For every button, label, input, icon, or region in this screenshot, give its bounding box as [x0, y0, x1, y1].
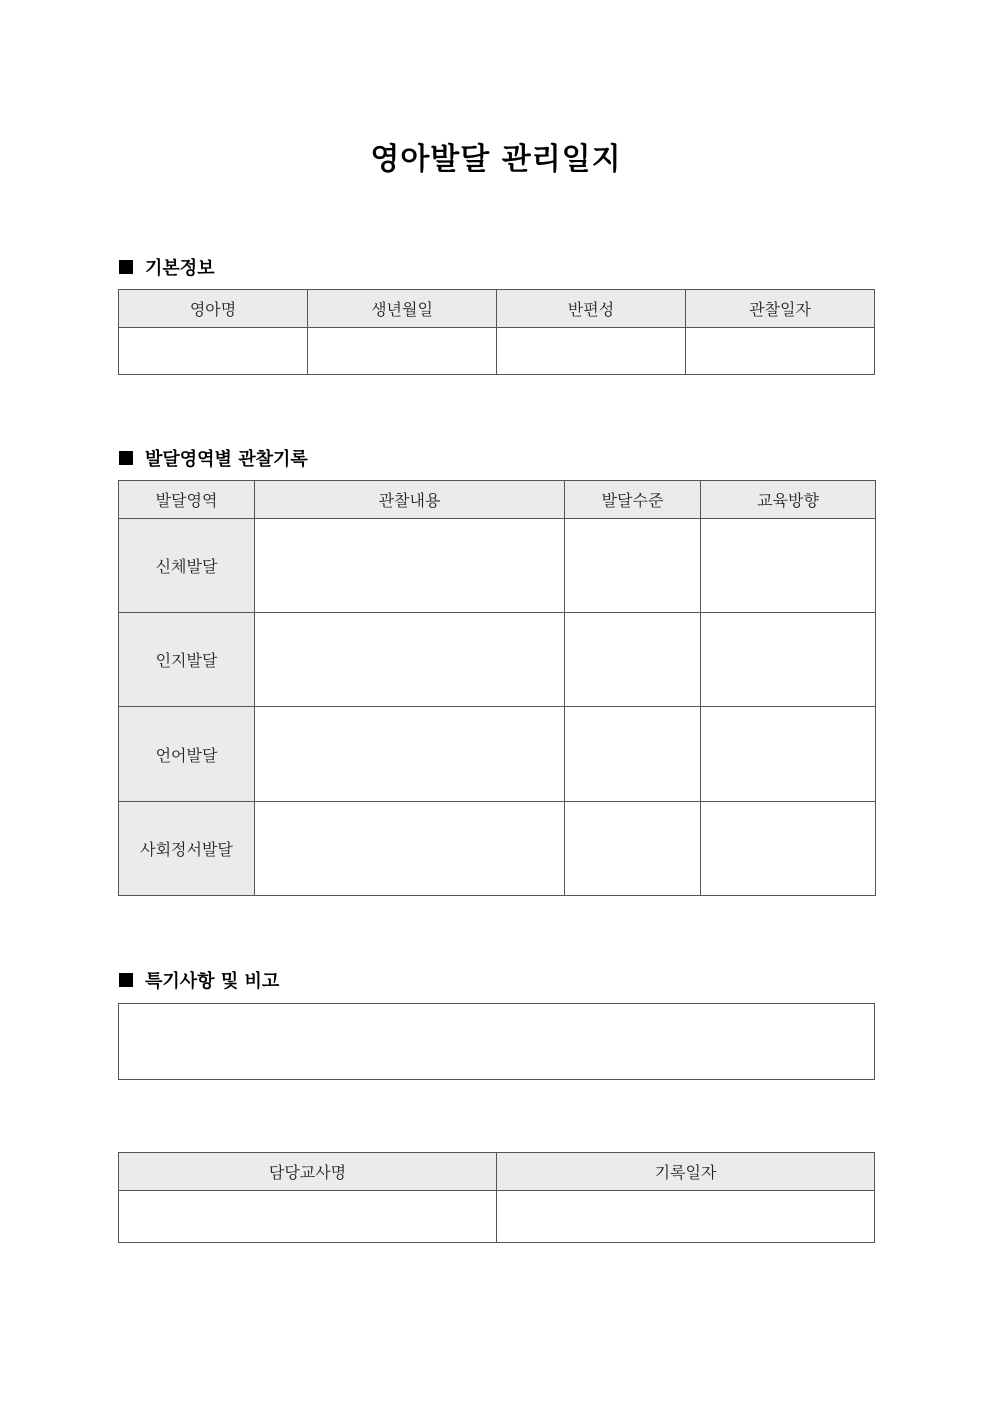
column-header-level: 발달수준 — [565, 481, 701, 519]
basic-info-heading-label: 기본정보 — [145, 258, 215, 279]
remarks-field[interactable] — [118, 1003, 875, 1080]
signoff-header-row — [119, 1153, 875, 1191]
area-label-language: 언어발달 — [119, 707, 255, 802]
class-field[interactable] — [497, 328, 686, 375]
square-bullet-icon — [119, 260, 133, 274]
content-field[interactable] — [255, 707, 565, 802]
observation-heading-label: 발달영역별 관찰기록 — [145, 449, 308, 470]
column-header-area: 발달영역 — [119, 481, 255, 519]
column-header-teacher-name: 담당교사명 — [119, 1153, 497, 1191]
birthdate-field[interactable] — [308, 328, 497, 375]
direction-field[interactable] — [701, 707, 876, 802]
basic-info-heading — [119, 254, 215, 280]
column-header-birthdate: 생년월일 — [308, 290, 497, 328]
level-field[interactable] — [565, 519, 701, 613]
observation-date-field[interactable] — [686, 328, 875, 375]
column-header-direction: 교육방향 — [701, 481, 876, 519]
column-header-class: 반편성 — [497, 290, 686, 328]
column-header-content: 관찰내용 — [255, 481, 565, 519]
square-bullet-icon — [119, 451, 133, 465]
area-label-social-emotional: 사회정서발달 — [119, 802, 255, 896]
page-title: 영아발달 관리일지 — [370, 142, 622, 177]
level-field[interactable] — [565, 802, 701, 896]
record-date-field[interactable] — [497, 1191, 875, 1243]
table-row — [119, 802, 876, 896]
column-header-observation-date: 관찰일자 — [686, 290, 875, 328]
table-row — [119, 613, 876, 707]
remarks-heading-label: 특기사항 및 비고 — [145, 971, 280, 992]
level-field[interactable] — [565, 707, 701, 802]
content-field[interactable] — [255, 519, 565, 613]
square-bullet-icon — [119, 973, 133, 987]
content-field[interactable] — [255, 613, 565, 707]
teacher-name-field[interactable] — [119, 1191, 497, 1243]
area-label-physical: 신체발달 — [119, 519, 255, 613]
table-row — [119, 519, 876, 613]
remarks-heading — [119, 967, 279, 993]
infant-name-field[interactable] — [119, 328, 308, 375]
column-header-record-date: 기록일자 — [497, 1153, 875, 1191]
content-field[interactable] — [255, 802, 565, 896]
signoff-value-row — [119, 1191, 875, 1243]
basic-info-header-row — [119, 290, 875, 328]
area-label-cognitive: 인지발달 — [119, 613, 255, 707]
column-header-infant-name: 영아명 — [119, 290, 308, 328]
basic-info-value-row — [119, 328, 875, 375]
level-field[interactable] — [565, 613, 701, 707]
observation-header-row — [119, 481, 876, 519]
signoff-table — [118, 1152, 875, 1243]
direction-field[interactable] — [701, 802, 876, 896]
direction-field[interactable] — [701, 613, 876, 707]
table-row — [119, 707, 876, 802]
direction-field[interactable] — [701, 519, 876, 613]
observation-table — [118, 480, 876, 896]
observation-heading — [119, 445, 308, 471]
basic-info-table — [118, 289, 875, 375]
